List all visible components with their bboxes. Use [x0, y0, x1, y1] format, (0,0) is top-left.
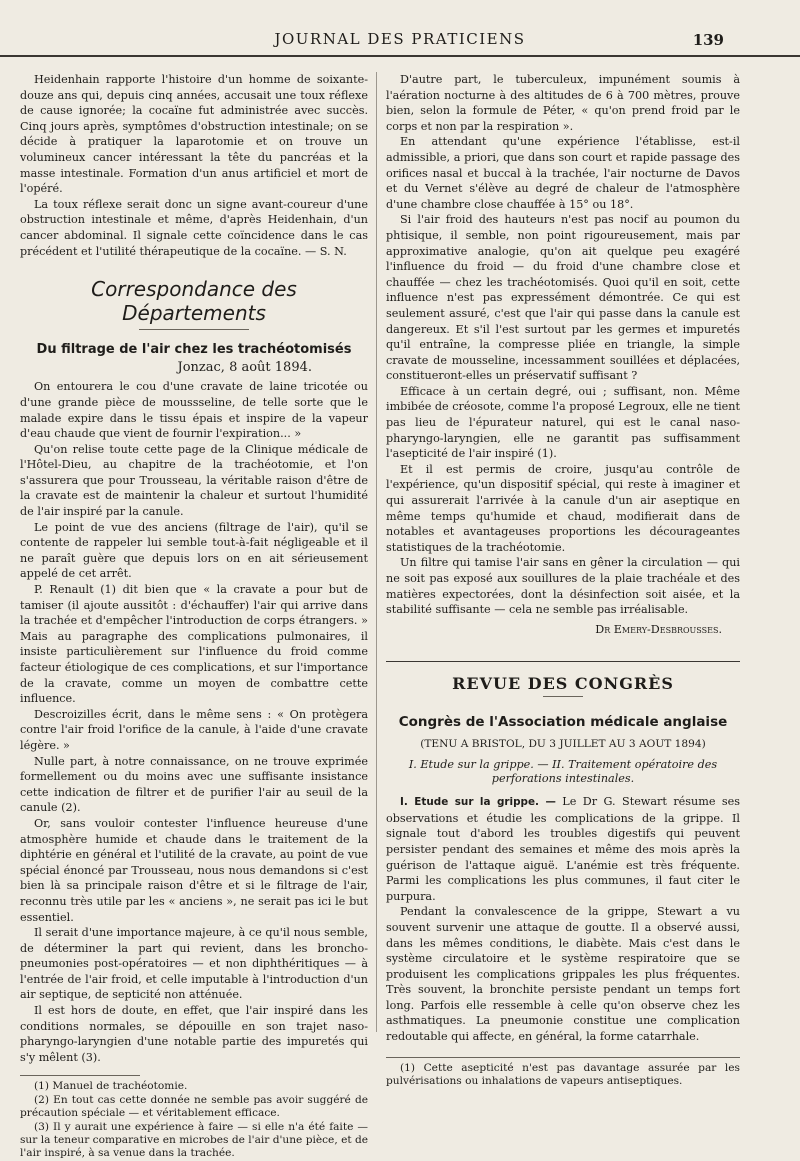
- section-title: Correspondance des Départements: [91, 277, 297, 326]
- congres-title: Congrès de l'Association médicale anglaise: [398, 713, 728, 730]
- congres-topics: I. Etude sur la grippe. — II. Traitement opératoire des perforations intestinales.: [408, 758, 718, 786]
- dateline: Jonzac, 8 août 1894.: [177, 359, 312, 375]
- paragraph: Il serait d'une importance majeure, à ce qu'il nous semble, de déterminer la part qui revient, dans les broncho-pneumonies post-opératoires — et non diphthéritiques — à l'entrée de l'air froid, et celle imputable à l'introduction d'un air septique, de septicité non atténuée.: [20, 926, 368, 1002]
- paragraph: Pendant la convalescence de la grippe, Stewart a vu souvent survenir une attaque de goutte. Il a observé aussi, dans les mêmes conditions, le diabète. Mais c'est dans le système circulatoire et le système respiratoire que se produisent les complications grippales les plus fréquentes. Très souvent, la bronchite persiste pendant un temps fort long. Parfois elle ressemble à celle qu'on observe chez les asthmatiques. La pneumonie constitue une complication redoutable qui affecte, en général, la forme catarrhale.: [386, 905, 740, 1044]
- revue-subrule: [543, 696, 583, 697]
- revue-title: REVUE DES CONGRÈS: [452, 674, 674, 694]
- paragraph: D'autre part, le tuberculeux, impunément soumis à l'aération nocturne à des altitudes de 6 à 700 mètres, prouve bien, selon la formule de Péter, « qu'on prend froid par le corps et non par la respiration ».: [386, 73, 740, 133]
- footnote: (1) Manuel de trachéotomie.: [34, 1080, 188, 1093]
- paragraph: Descroizilles écrit, dans le même sens : « On protègera contre l'air froid l'orifice de la canule, à l'aide d'une cravate légère. »: [20, 707, 368, 752]
- congres-subtitle: (TENU A BRISTOL, DU 3 JUILLET AU 3 AOUT 1894): [420, 737, 706, 750]
- footnotes-rule: [386, 1057, 740, 1058]
- left-column: [20, 72, 368, 1161]
- section-rule: [139, 329, 249, 330]
- paragraph: Si l'air froid des hauteurs n'est pas nocif au poumon du phtisique, il semble, non point rigoureusement, mais par approximative analogie, qu'on ait quelque peu exagéré l'influence du froid — du froid d'une chambre close et chauffée — chez les trachéotomisés. Quoi qu'il en soit, cette influence n'est pas expressément démontrée. Ce qui est seulement assuré, c'est que l'air qui passe dans la canule est dangereux. Et s'il l'est surtout par les germes et impuretés qu'il entraîne, la compresse pliée en triangle, la simple cravate de mousseline, incessamment souillées et déplacées, constitueront-elles un préservatif suffisant ?: [386, 213, 740, 383]
- right-column: [386, 72, 740, 1088]
- column-divider: [376, 72, 377, 1032]
- paragraph: Le point de vue des anciens (filtrage de l'air), qu'il se contente de rappeler lui semble tout-à-fait négligeable et il ne paraît guère que depuis lors on en ait sérieusement appelé de cet arrêt.: [20, 520, 368, 581]
- paragraph: Un filtre qui tamise l'air sans en gêner la circulation — qui ne soit pas exposé aux souillures de la plaie trachéale et des matières expectorées, dont la désinfection soit aisée, et la stabilité suffisante — cela ne semble pas irréalisable.: [386, 556, 740, 617]
- paragraph: Heidenhain rapporte l'histoire d'un homme de soixante-douze ans qui, depuis cinq années, accusait une toux réflexe de cause ignorée; la cocaïne fut administrée avec succès. Cinq jours après, symptômes d'obstruction intestinale; on se décide à pratiquer la laparotomie et on trouve un volumineux cancer intéressant la tête du pancréas et la masse intestinale. Formation d'un anus artificiel et mort de l'opéré.: [20, 73, 368, 196]
- paragraph: On entourera le cou d'une cravate de laine tricotée ou d'une grande pièce de moussseline, de telle sorte que le malade expire dans le tissu épais et inspire de la vapeur d'eau chaude que vient de fournir l'expiration... »: [20, 380, 368, 441]
- paragraph: P. Renault (1) dit bien que « la cravate a pour but de tamiser (il ajoute aussitôt : d'échauffer) l'air qui arrive dans la trachée et d'empêcher l'introduction de corps étrangers. » Mais au paragraphe des complications pulmonaires, il insiste particulièrement sur l'influence du froid comme facteur étiologique de ces complications, et sur l'importance de la cravate, comme un moyen de combattre cette influence.: [20, 583, 368, 706]
- paragraph: En attendant qu'une expérience l'établisse, est-il admissible, a priori, que dans son court et rapide passage des orifices nasal et buccal à la trachée, l'air nocturne de Davos et du Vernet s'élève au degré de chaleur de l'atmosphère d'une chambre close chauffée à 15° ou 18°.: [386, 135, 740, 211]
- footnote: (1) Cette asepticité n'est pas davantage assurée par les pulvérisations ou inhalations de vapeurs antiseptiques.: [386, 1061, 740, 1088]
- paragraph: Efficace à un certain degré, oui ; suffisant, non. Même imbibée de créosote, comme l'a proposé Legroux, elle ne tient pas lieu de l'épurateur naturel, qui est le canal naso-pharyngo-laryngien, elle ne garantit pas suffisamment l'asepticité de l'air inspiré (1).: [386, 384, 740, 461]
- paragraph: Et il est permis de croire, jusqu'au contrôle de l'expérience, qu'un dispositif spécial, qui reste à imaginer et qui assurerait l'arrivée à la canule d'un air aseptique en même temps qu'humide et chaud, modifierait dans de notables et avantageuses proportions les décourageantes statistiques de la trachéotomie.: [386, 462, 740, 554]
- paragraph: Or, sans vouloir contester l'influence heureuse d'une atmosphère humide et chaude dans le traitement de la diphtérie en général et l'utilité de la cravate, au point de vue spécial énoncé par Trousseau, nous nous demandons si c'est bien là sa principale raison d'être et si le filtrage de l'air, reconnu très utile par les « anciens », ne serait pas ici le but essentiel.: [20, 816, 368, 924]
- paragraph: [386, 794, 740, 904]
- paragraph: Il est hors de doute, en effet, que l'air inspiré dans les conditions normales, se dépouille en son trajet naso-pharyngo-laryngien d'une notable partie des impuretés qui s'y mêlent (3).: [20, 1004, 368, 1064]
- paragraph: Nulle part, à notre connaissance, on ne trouve exprimée formellement ou du moins avec une suffisante insistance cette indication de filtrer et de purifier l'air au seuil de la canule (2).: [20, 754, 368, 815]
- footnote: (3) Il y aurait une expérience à faire — si elle n'a été faite — sur la teneur comparative en microbes de l'air d'une pièce, et de l'air inspiré, à sa venue dans la trachée.: [20, 1120, 369, 1160]
- paragraph: La toux réflexe serait donc un signe avant-coureur d'une obstruction intestinale et même, d'après Heidenhain, d'un cancer abdominal. Il signale cette coïncidence dans le cas précédent et l'utilité thérapeutique de la cocaïne. — S. N.: [20, 197, 368, 258]
- runin-text: Le Dr G. Stewart résume ses observations et étudie les complications de la grippe. Il signale tout d'abord les troubles digestifs qui peuvent persister pendant des semaines et même des mois après la guérison de l'attaque aiguë. L'anémie est très fréquente. Parmi les complications les plus communes, il faut citer le purpura.: [386, 795, 740, 903]
- page-number: 139: [692, 31, 724, 49]
- footnote: (2) En tout cas cette donnée ne semble pas avoir suggéré de précaution spéciale — et véritablement efficace.: [20, 1093, 368, 1120]
- footnotes-rule: [20, 1075, 140, 1076]
- signature: Dr Emery-Desbrousses.: [595, 622, 722, 636]
- header-rule: [0, 55, 800, 57]
- running-head: [0, 30, 800, 54]
- article-title: Du filtrage de l'air chez les trachéotomisés: [36, 342, 352, 358]
- paragraph: Qu'on relise toute cette page de la Clinique médicale de l'Hôtel-Dieu, au chapitre de la trachéotomie, et l'on s'assurera que pour Trousseau, la véritable raison d'être de la cravate est de maintenir la chaleur et surtout l'humidité de l'air inspiré par la canule.: [20, 442, 368, 519]
- revue-rule: [386, 661, 740, 662]
- runin-label: I. Etude sur la grippe. —: [400, 796, 556, 809]
- journal-title: JOURNAL DES PRATICIENS: [274, 30, 526, 48]
